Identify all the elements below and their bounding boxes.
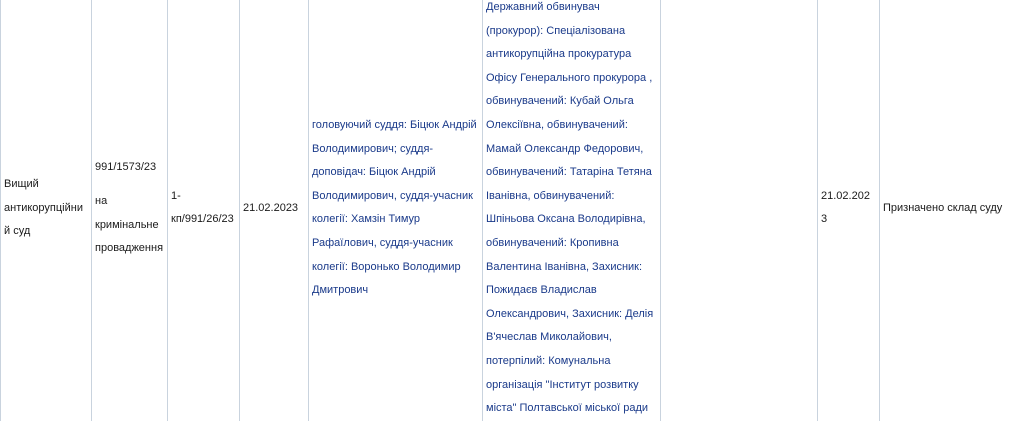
- judges-composition: головуючий суддя: Біцюк Андрій Володимирович; суддя-доповідач: Біцюк Андрій Володимирович, суддя-учасник колегії: Хамзін Тимур Рафаїлович, суддя-учасник колегії: Воронько Володимир Дмитрович: [312, 118, 477, 297]
- participants-cell: [483, 0, 661, 421]
- proceeding-number: 1-кп/991/26/23: [171, 189, 234, 226]
- case-form: на кримінальне провадження: [95, 195, 164, 255]
- case-status: Призначено склад суду: [883, 201, 1003, 214]
- court-name: Вищий антикорупційний суд: [4, 177, 83, 238]
- case-number-cell: [92, 0, 168, 421]
- court-cell: [1, 0, 92, 421]
- proceeding-number-cell: [168, 0, 240, 421]
- case-number: 991/1573/23: [95, 160, 157, 173]
- judges-cell: [309, 0, 483, 421]
- status-date: 21.02.2023: [821, 189, 870, 226]
- status-date-cell: [818, 0, 880, 421]
- registration-date-cell: [240, 0, 309, 421]
- status-cell: [880, 0, 1024, 421]
- participants-list: Державний обвинувач (прокурор): Спеціалізована антикорупційна прокуратура Офісу Генерального прокурора , обвинувачений: Кубай Ольга Олексіївна, обвинувачений: Мамай Олександр Федорович, обвинувачений: Татаріна Тетяна Іванівна, обвинувачений: Шпіньова Оксана Володирівна, обвинувачений: Кропивна Валентина Іванівна, Захисник: Пожидаєв Владислав Олександрович, Захисник: Делія В'ячеслав Миколайович, потерпілий: Комунальна організація "Інститут розвитку міста" Полтавської міської ради: [486, 1, 654, 415]
- table-row: [1, 0, 1024, 421]
- registration-date: 21.02.2023: [243, 201, 299, 214]
- subject-cell: [661, 0, 818, 421]
